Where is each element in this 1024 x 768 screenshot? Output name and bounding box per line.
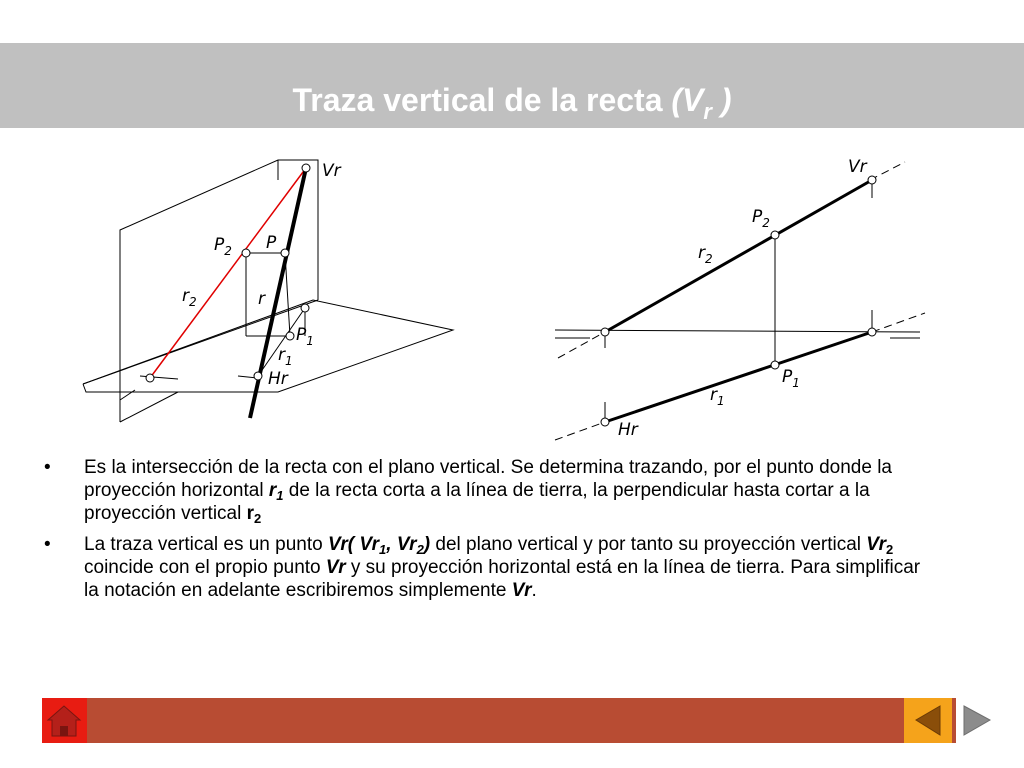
label-p1: $P_1$ — [296, 325, 314, 348]
dashed-r1-right — [872, 313, 925, 332]
footer-bar — [42, 698, 1000, 743]
bullet-marker: • — [44, 457, 51, 478]
bullet-marker: • — [44, 534, 51, 555]
projection-r1 — [605, 332, 872, 422]
point-ground — [301, 304, 309, 312]
dashed-r2-left — [558, 332, 605, 358]
label-hr: Hr — [618, 420, 638, 440]
label-r2: $r_2$ — [698, 243, 713, 266]
plane-lower-edge — [120, 392, 178, 422]
label-p1: $P_1$ — [782, 367, 800, 390]
point-h2 — [146, 374, 154, 382]
bullet-list — [44, 456, 924, 610]
label-r1: $r_1$ — [278, 345, 293, 368]
point-vr — [302, 164, 310, 172]
label-p: P — [266, 233, 277, 253]
point-p — [281, 249, 289, 257]
point-p2 — [242, 249, 250, 257]
pictorial-diagram — [78, 150, 533, 450]
point-vr1 — [868, 328, 876, 336]
dashed-r1-left — [555, 422, 605, 440]
arrow-left-icon — [904, 698, 952, 743]
label-hr: Hr — [268, 369, 288, 389]
label-r: r — [258, 289, 265, 309]
bullet-item-1: • Es la intersección de la recta con el plano vertical. Se determina trazando, por el punto donde la proyección horizontal $r_1$ de la recta corta a la línea de tierra, la perpendicular hasta cortar a la proyección vertical $r_2$ — [44, 457, 892, 526]
label-r1: $r_1$ — [710, 385, 725, 408]
label-r2: $r_2$ — [182, 286, 197, 309]
next-slide-button[interactable] — [956, 698, 1000, 743]
point-h2 — [601, 328, 609, 336]
dihedral-diagram — [550, 150, 950, 445]
label-p2: $P_2$ — [214, 235, 232, 258]
title-main: Traza vertical de la recta — [292, 82, 663, 118]
point-vr — [868, 176, 876, 184]
bullet-item-2: • La traza vertical es un punto Vr( $Vr_1$, $Vr_2$) del plano vertical y por tanto su proyección vertical $Vr_2$ coincide con el propio punto Vr y su proyección horizontal está en la línea de tierra. Para simplificar la notación en adelante escribiremos simplemente Vr. — [44, 534, 921, 601]
projection-r2 — [605, 180, 872, 332]
point-p1 — [771, 361, 779, 369]
point-p1 — [286, 332, 294, 340]
title-symbol: ($V_r$ ) — [671, 82, 732, 124]
home-icon — [42, 698, 87, 743]
point-hr — [254, 372, 262, 380]
previous-slide-button[interactable] — [904, 698, 952, 743]
slide-title — [0, 78, 1024, 122]
label-vr: Vr — [322, 161, 341, 181]
point-p2 — [771, 231, 779, 239]
label-vr: Vr — [848, 157, 867, 177]
home-button[interactable] — [42, 698, 87, 743]
label-p2: $P_2$ — [752, 207, 770, 230]
arrow-right-icon — [956, 698, 1000, 743]
point-hr — [601, 418, 609, 426]
vertical-plane — [120, 160, 318, 422]
